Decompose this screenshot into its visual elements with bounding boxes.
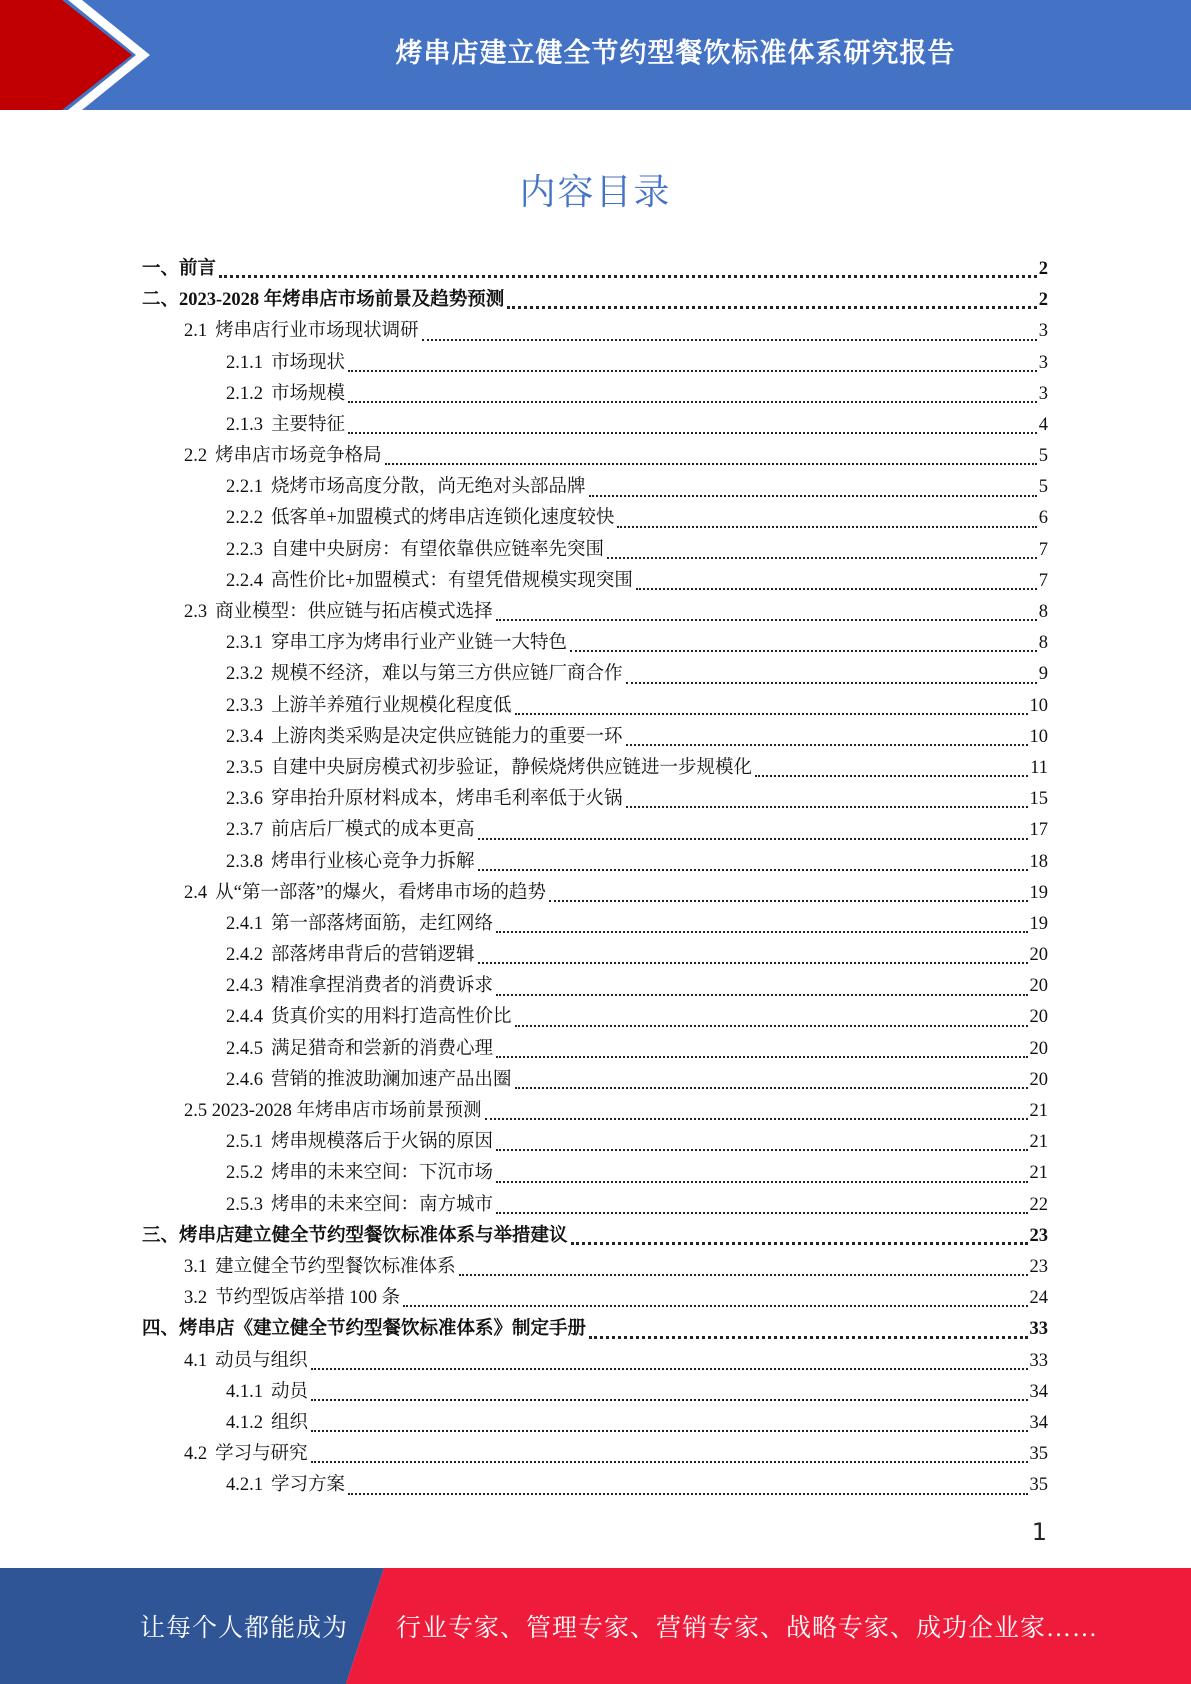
toc-entry-text: 高性价比+加盟模式：有望凭借规模实现突围 (271, 570, 633, 591)
toc-entry[interactable] (142, 722, 1048, 753)
toc-entry[interactable] (142, 316, 1048, 347)
toc-entry-label (184, 597, 493, 628)
toc-entry-page: 22 (1029, 1194, 1048, 1215)
footer-slogan-left: 让每个人都能成为 (140, 1615, 349, 1642)
toc-entry[interactable] (142, 659, 1048, 690)
toc-entry-label (184, 441, 382, 472)
toc-entry[interactable] (142, 1252, 1048, 1283)
toc-entry-page: 34 (1029, 1412, 1048, 1433)
toc-dot-leader (459, 1264, 1028, 1276)
toc-entry[interactable] (142, 940, 1048, 971)
toc-dot-leader (348, 391, 1037, 403)
toc-entry[interactable] (142, 1034, 1048, 1065)
toc-entry-number: 2.2.3 (226, 539, 263, 560)
toc-dot-leader (422, 329, 1037, 341)
toc-entry-page: 21 (1029, 1163, 1048, 1184)
toc-dot-leader (478, 859, 1028, 871)
toc-entry[interactable] (142, 878, 1048, 909)
toc-entry-text: 低客单+加盟模式的烤串店连锁化速度较快 (271, 508, 615, 529)
toc-entry-text: 上游肉类采购是决定供应链能力的重要一环 (271, 726, 623, 747)
toc-entry[interactable] (142, 1377, 1048, 1408)
toc-entry-page: 11 (1030, 757, 1048, 778)
table-of-contents (142, 254, 1048, 1502)
toc-entry-text: 第一部落烤面筋，走红网络 (271, 913, 494, 934)
toc-dot-leader (607, 547, 1037, 559)
toc-dot-leader (311, 1420, 1027, 1432)
toc-entry-number: 2.3.5 (226, 757, 263, 778)
toc-entry-page: 8 (1038, 602, 1048, 623)
toc-entry-text: 前店后厂模式的成本更高 (271, 820, 475, 841)
toc-entry-number: 2.4.5 (226, 1038, 263, 1059)
toc-entry-label (226, 410, 345, 441)
toc-entry-label (226, 1065, 512, 1096)
toc-entry-page: 20 (1029, 976, 1048, 997)
toc-entry-label (226, 379, 345, 410)
toc-entry[interactable] (142, 504, 1048, 535)
toc-entry-text: 主要特征 (271, 414, 346, 435)
toc-entry-label (184, 1439, 308, 1470)
toc-entry-number: 2.2.2 (226, 508, 263, 529)
toc-entry-text: 穿串抬升原材料成本，烤串毛利率低于火锅 (271, 789, 623, 810)
toc-dot-leader (219, 265, 1037, 278)
toc-entry-number: 2.1 (184, 321, 208, 342)
toc-entry-page: 20 (1029, 1038, 1048, 1059)
toc-dot-leader (385, 453, 1037, 465)
toc-dot-leader (589, 1326, 1027, 1339)
toc-dot-leader (626, 734, 1028, 746)
toc-entry[interactable] (142, 1065, 1048, 1096)
toc-entry-label (184, 1252, 456, 1283)
toc-dot-leader (515, 1077, 1028, 1089)
toc-entry-text: 二、2023-2028 年烤串店市场前景及趋势预测 (142, 290, 505, 311)
toc-dot-leader (755, 765, 1028, 777)
toc-entry-text: 市场现状 (271, 352, 346, 373)
page-number: 1 (1031, 1518, 1047, 1546)
toc-entry-label (226, 971, 493, 1002)
toc-entry-label (226, 847, 475, 878)
toc-dot-leader (617, 516, 1036, 528)
toc-entry-text: 精准拿捏消费者的消费诉求 (271, 976, 494, 997)
toc-entry-label (142, 1314, 586, 1345)
toc-entry[interactable] (142, 254, 1048, 285)
toc-dot-leader (507, 296, 1036, 309)
toc-entry-number: 2.4.2 (226, 945, 263, 966)
toc-entry-label (226, 1377, 308, 1408)
toc-dot-leader (626, 672, 1037, 684)
toc-dot-leader (636, 578, 1037, 590)
toc-entry-page: 7 (1038, 570, 1048, 591)
toc-entry-label (184, 316, 419, 347)
toc-entry-page: 19 (1029, 882, 1048, 903)
toc-entry-text: 货真价实的用料打造高性价比 (271, 1007, 512, 1028)
toc-dot-leader (311, 1451, 1028, 1463)
toc-entry[interactable] (142, 379, 1048, 410)
toc-entry-text: 市场规模 (271, 383, 346, 404)
toc-entry-page: 20 (1029, 1069, 1048, 1090)
toc-entry[interactable] (142, 847, 1048, 878)
toc-dot-leader (496, 1139, 1027, 1151)
toc-entry[interactable] (142, 1408, 1048, 1439)
toc-entry-label (226, 566, 633, 597)
toc-entry[interactable] (142, 1221, 1048, 1252)
toc-entry-number: 3.1 (184, 1256, 208, 1277)
toc-entry-page: 3 (1038, 352, 1048, 373)
toc-entry-number: 2.1.3 (226, 414, 263, 435)
toc-entry[interactable] (142, 597, 1048, 628)
toc-entry-page: 35 (1029, 1444, 1048, 1465)
toc-entry-number: 4.1.2 (226, 1412, 263, 1433)
footer-slogan-right: 行业专家、管理专家、营销专家、战略专家、成功企业家…… (396, 1615, 1099, 1642)
toc-entry-page: 7 (1038, 539, 1048, 560)
toc-entry[interactable] (142, 348, 1048, 379)
toc-entry-label (226, 940, 475, 971)
toc-entry-label (184, 1096, 482, 1127)
toc-entry-text: 烤串规模落后于火锅的原因 (271, 1132, 494, 1153)
toc-dot-leader (348, 422, 1037, 434)
header-title: 烤串店建立健全节约型餐饮标准体系研究报告 (395, 37, 956, 69)
toc-dot-leader (626, 796, 1028, 808)
toc-entry[interactable] (142, 410, 1048, 441)
toc-dot-leader (348, 360, 1037, 372)
toc-entry-number: 2.4 (184, 882, 208, 903)
toc-entry-number: 2.2.1 (226, 477, 263, 498)
toc-entry-number: 2.5.2 (226, 1163, 263, 1184)
toc-entry-label (142, 254, 216, 285)
toc-entry-label (226, 1190, 493, 1221)
toc-entry-text: 烤串的未来空间：南方城市 (271, 1194, 494, 1215)
toc-entry-label (184, 1283, 400, 1314)
toc-entry-text: 穿串工序为烤串行业产业链一大特色 (271, 633, 568, 654)
toc-dot-leader (496, 609, 1037, 621)
toc-dot-leader (403, 1295, 1027, 1307)
toc-entry-number: 4.2 (184, 1444, 208, 1465)
toc-entry-label (226, 815, 475, 846)
toc-entry-text: 组织 (271, 1412, 309, 1433)
page-title: 内容目录 (519, 172, 672, 213)
toc-entry-number: 2.5.1 (226, 1132, 263, 1153)
toc-entry-number: 2.1.1 (226, 352, 263, 373)
toc-entry-page: 20 (1029, 945, 1048, 966)
toc-entry-text: 节约型饭店举措 100 条 (215, 1288, 401, 1309)
toc-entry-text: 烤串店行业市场现状调研 (215, 321, 419, 342)
toc-entry-text: 满足猎奇和尝新的消费心理 (271, 1038, 494, 1059)
toc-entry-number: 2.2.4 (226, 570, 263, 591)
footer-band (0, 1568, 1191, 1684)
toc-dot-leader (496, 1171, 1027, 1183)
toc-entry-page: 5 (1038, 446, 1048, 467)
toc-entry[interactable] (142, 1439, 1048, 1470)
toc-entry[interactable] (142, 1346, 1048, 1377)
toc-entry-label (226, 348, 345, 379)
toc-entry-number: 4.2.1 (226, 1475, 263, 1496)
toc-entry-page: 23 (1029, 1225, 1048, 1246)
toc-entry-text: 自建中央厨房：有望依靠供应链率先突围 (271, 539, 605, 560)
toc-entry[interactable] (142, 441, 1048, 472)
toc-entry-number: 2.2 (184, 446, 208, 467)
toc-entry-label (226, 628, 567, 659)
toc-entry-number: 2.4.3 (226, 976, 263, 997)
toc-entry-label (184, 1346, 308, 1377)
toc-entry-number: 2.3.2 (226, 664, 263, 685)
toc-entry-label (226, 1002, 512, 1033)
toc-entry-text: 规模不经济，难以与第三方供应链厂商合作 (271, 664, 623, 685)
toc-dot-leader (311, 1389, 1027, 1401)
toc-entry-label (226, 503, 614, 534)
toc-entry-page: 6 (1038, 508, 1048, 529)
toc-dot-leader (478, 952, 1028, 964)
toc-entry-page: 24 (1029, 1288, 1048, 1309)
toc-entry-label (226, 1408, 308, 1439)
toc-entry-text: 烤串的未来空间：下沉市场 (271, 1163, 494, 1184)
toc-dot-leader (515, 1015, 1028, 1027)
toc-entry-text: 烤串店市场竞争格局 (215, 446, 382, 467)
toc-entry[interactable] (142, 472, 1048, 503)
toc-entry-label (226, 535, 604, 566)
toc-entry-page: 3 (1038, 321, 1048, 342)
toc-entry-number: 2.3.4 (226, 726, 263, 747)
toc-entry-page: 33 (1029, 1350, 1048, 1371)
toc-dot-leader (311, 1358, 1028, 1370)
toc-entry-text: 四、烤串店《建立健全节约型餐饮标准体系》制定手册 (142, 1319, 587, 1340)
toc-entry-text: 部落烤串背后的营销逻辑 (271, 945, 475, 966)
toc-entry-number: 2.5.3 (226, 1194, 263, 1215)
toc-entry[interactable] (142, 1158, 1048, 1189)
toc-dot-leader (571, 1232, 1028, 1245)
toc-entry-page: 15 (1029, 789, 1048, 810)
toc-entry-page: 5 (1038, 477, 1048, 498)
toc-entry-text: 学习与研究 (215, 1444, 308, 1465)
toc-entry-page: 3 (1038, 383, 1048, 404)
toc-entry-page: 34 (1029, 1381, 1048, 1402)
toc-dot-leader (515, 703, 1028, 715)
toc-entry-text: 自建中央厨房模式初步验证，静候烧烤供应链进一步规模化 (271, 757, 753, 778)
toc-entry-page: 33 (1029, 1319, 1048, 1340)
header-band (0, 0, 1191, 110)
toc-entry-page: 2 (1038, 258, 1048, 279)
toc-entry-label (226, 1470, 345, 1501)
toc-entry-page: 23 (1029, 1256, 1048, 1277)
toc-entry-page: 2 (1038, 290, 1048, 311)
toc-entry[interactable] (142, 971, 1048, 1002)
toc-entry-text: 烧烤市场高度分散，尚无绝对头部品牌 (271, 477, 586, 498)
toc-entry[interactable] (142, 784, 1048, 815)
toc-entry-page: 19 (1029, 913, 1048, 934)
toc-entry-text: 学习方案 (271, 1475, 346, 1496)
toc-entry[interactable] (142, 691, 1048, 722)
toc-entry-text: 烤串行业核心竞争力拆解 (271, 851, 475, 872)
toc-entry-number: 2.3.6 (226, 789, 263, 810)
toc-entry[interactable] (142, 815, 1048, 846)
toc-dot-leader (485, 1108, 1028, 1120)
toc-entry-text: 上游羊养殖行业规模化程度低 (271, 695, 512, 716)
toc-entry-text: 商业模型：供应链与拓店模式选择 (215, 602, 493, 623)
toc-entry-number: 2.1.2 (226, 383, 263, 404)
toc-entry-number: 4.1.1 (226, 1381, 263, 1402)
toc-entry-number: 2.3.3 (226, 695, 263, 716)
toc-entry-page: 8 (1038, 633, 1048, 654)
toc-entry-number: 2.4.4 (226, 1007, 263, 1028)
toc-entry-number: 2.3.7 (226, 820, 263, 841)
toc-entry-label (226, 784, 623, 815)
toc-entry-page: 18 (1029, 851, 1048, 872)
toc-entry[interactable] (142, 1470, 1048, 1501)
toc-entry-text: 动员 (271, 1381, 309, 1402)
toc-entry-number: 2.4.6 (226, 1069, 263, 1090)
toc-entry-page: 21 (1029, 1132, 1048, 1153)
toc-dot-leader (589, 485, 1037, 497)
toc-entry-page: 10 (1029, 695, 1048, 716)
toc-entry[interactable] (142, 1096, 1048, 1127)
toc-entry[interactable] (142, 285, 1048, 316)
toc-entry-page: 21 (1029, 1101, 1048, 1122)
toc-entry-label (142, 1221, 568, 1252)
toc-entry-text: 营销的推波助澜加速产品出圈 (271, 1069, 512, 1090)
toc-entry-label (226, 659, 623, 690)
toc-entry[interactable] (142, 566, 1048, 597)
toc-entry-text: 动员与组织 (215, 1350, 308, 1371)
toc-entry[interactable] (142, 753, 1048, 784)
toc-dot-leader (496, 1202, 1027, 1214)
toc-entry[interactable] (142, 1190, 1048, 1221)
toc-entry[interactable] (142, 1283, 1048, 1314)
toc-entry-number: 2.3.8 (226, 851, 263, 872)
toc-entry-label (142, 285, 504, 316)
toc-entry[interactable] (142, 1003, 1048, 1034)
toc-entry-label (226, 1127, 493, 1158)
toc-entry-text: 一、前言 (142, 258, 217, 279)
toc-entry-label (226, 472, 586, 503)
toc-entry-label (184, 878, 546, 909)
toc-entry-page: 9 (1038, 664, 1048, 685)
toc-entry-number: 2.3.1 (226, 633, 263, 654)
toc-entry-label (226, 691, 512, 722)
toc-entry-label (226, 753, 752, 784)
toc-dot-leader (496, 921, 1027, 933)
toc-entry-text: 从“第一部落”的爆火，看烤串市场的趋势 (215, 882, 547, 903)
toc-entry[interactable] (142, 1314, 1048, 1345)
toc-entry-number: 4.1 (184, 1350, 208, 1371)
toc-entry-text: 建立健全节约型餐饮标准体系 (215, 1256, 456, 1277)
toc-entry-label (226, 1158, 493, 1189)
toc-dot-leader (478, 828, 1028, 840)
toc-entry-label (226, 722, 623, 753)
toc-entry-label (226, 1034, 493, 1065)
toc-dot-leader (496, 984, 1027, 996)
toc-entry-page: 20 (1029, 1007, 1048, 1028)
toc-entry-number: 2.3 (184, 602, 208, 623)
toc-dot-leader (549, 890, 1027, 902)
toc-entry-page: 35 (1029, 1475, 1048, 1496)
header-arrow-decoration (0, 0, 160, 110)
toc-entry[interactable] (142, 1127, 1048, 1158)
toc-entry-page: 4 (1038, 414, 1048, 435)
toc-entry-label (226, 909, 493, 940)
toc-entry-number: 3.2 (184, 1288, 208, 1309)
toc-entry[interactable] (142, 628, 1048, 659)
toc-dot-leader (348, 1483, 1027, 1495)
toc-dot-leader (496, 1046, 1027, 1058)
toc-entry-number: 2.4.1 (226, 913, 263, 934)
toc-entry-text: 2.5 2023-2028 年烤串店市场前景预测 (184, 1101, 482, 1122)
toc-entry-text: 三、烤串店建立健全节约型餐饮标准体系与举措建议 (142, 1225, 568, 1246)
toc-entry[interactable] (142, 909, 1048, 940)
toc-entry-page: 10 (1029, 726, 1048, 747)
toc-entry[interactable] (142, 535, 1048, 566)
toc-entry-page: 17 (1029, 820, 1048, 841)
toc-dot-leader (570, 640, 1037, 652)
